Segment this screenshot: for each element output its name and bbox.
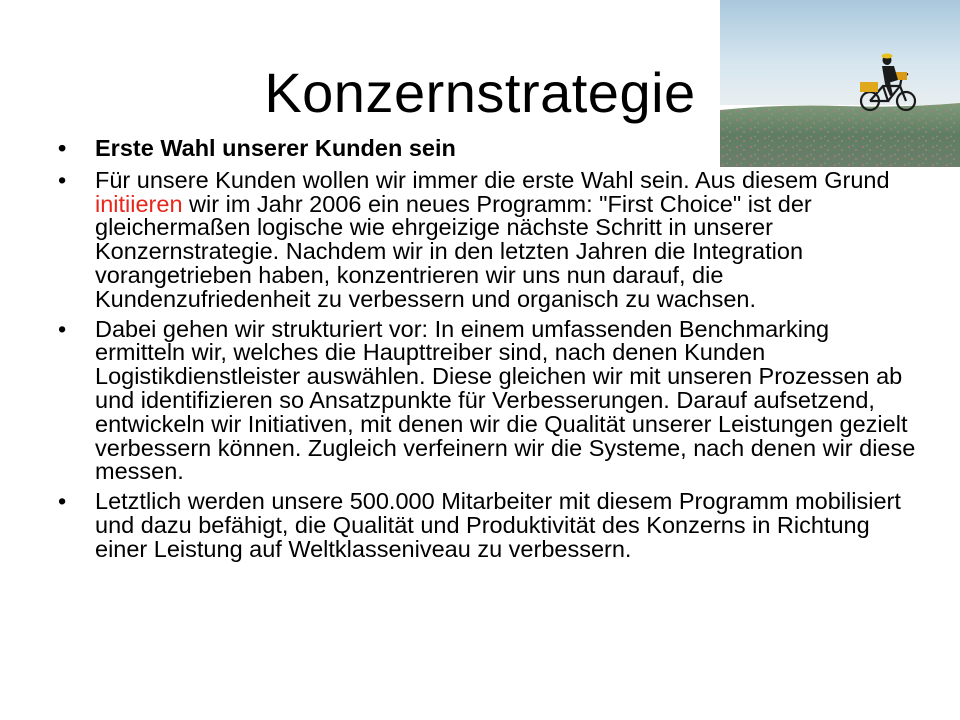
bullet-item xyxy=(58,490,916,561)
highlighted-word: initiieren xyxy=(95,190,183,217)
bullet-dot: • xyxy=(58,135,67,161)
bullet-item xyxy=(58,137,916,161)
bullet-text: Erste Wahl unserer Kunden sein xyxy=(95,135,456,161)
bullet-item xyxy=(58,166,916,312)
bullet-text-before: Für unsere Kunden wollen wir immer die erste Wahl sein. Aus diesem Grund xyxy=(95,166,890,193)
bullet-text: Dabei gehen wir strukturiert vor: In einem umfassenden Benchmarking ermitteln wir, welches die Haupttreiber sind, nach denen Kunden Logistikdienstleister auswählen. Diese gleichen wir mit unseren Prozessen ab und identifizieren so Ansatzpunkte für Verbesserungen. Darauf aufsetzend, entwickeln wir Initiativen, mit denen wir die Qualität unserer Leistungen gezielt verbessern können. Zugleich verfeinern wir die Systeme, nach denen wir diese messen. xyxy=(95,315,916,485)
bullet-item xyxy=(58,315,916,485)
slide-title: Konzernstrategie xyxy=(264,61,696,124)
bullet-list xyxy=(58,137,916,568)
bullet-dot: • xyxy=(58,166,67,193)
bullet-text: Letztlich werden unsere 500.000 Mitarbeiter mit diesem Programm mobilisiert und dazu befähigt, die Qualität und Produktivität des Konzerns in Richtung einer Leistung auf Weltklasseniveau zu verbessern. xyxy=(95,488,901,562)
bullet-text-after: wir im Jahr 2006 ein neues Programm: "First Choice" ist der gleichermaßen logische wie ehrgeizige nächste Schritt in unserer Konzernstrategie. Nachdem wir in den letzten Jahren die Integration vorangetrieben haben, konzentrieren wir uns nun darauf, die Kundenzufriedenheit zu verbessern und organisch zu wachsen. xyxy=(95,190,812,312)
bullet-dot: • xyxy=(58,488,67,515)
bullet-dot: • xyxy=(58,315,67,342)
